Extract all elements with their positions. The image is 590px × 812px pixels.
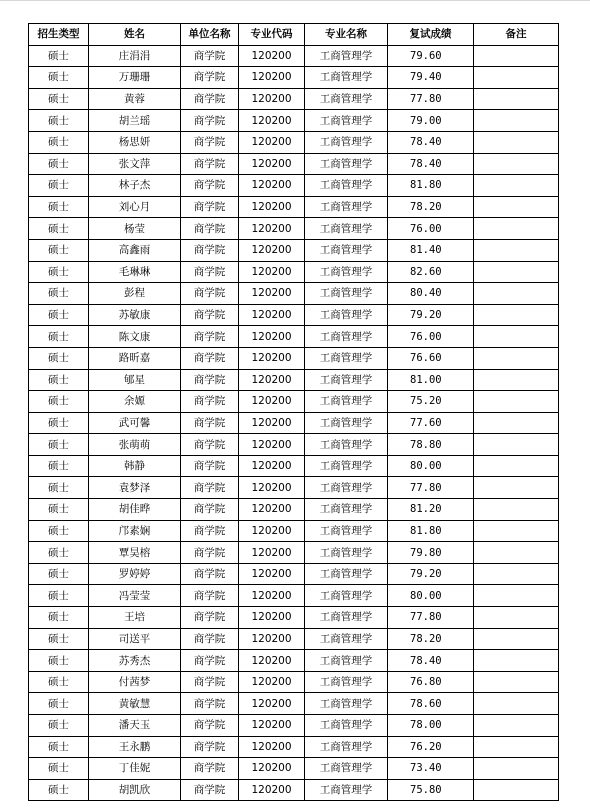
table-row [29, 131, 559, 153]
cell-unit: 商学院 [181, 434, 239, 456]
cell-note [474, 477, 559, 499]
cell-name: 苏敏康 [89, 304, 181, 326]
table-row [29, 391, 559, 413]
cell-enrollment-type: 硕士 [29, 283, 89, 305]
cell-retest-score: 78.40 [388, 153, 474, 175]
cell-major-name: 工商管理学 [305, 131, 388, 153]
cell-note [474, 347, 559, 369]
cell-name: 潘天玉 [89, 715, 181, 737]
table-row [29, 45, 559, 67]
cell-major-name: 工商管理学 [305, 758, 388, 780]
cell-retest-score: 82.60 [388, 261, 474, 283]
cell-major-name: 工商管理学 [305, 671, 388, 693]
cell-note [474, 434, 559, 456]
table-row [29, 347, 559, 369]
cell-major-code: 120200 [239, 585, 305, 607]
table-row [29, 542, 559, 564]
cell-major-code: 120200 [239, 283, 305, 305]
table-row [29, 671, 559, 693]
cell-name: 路昕嘉 [89, 347, 181, 369]
cell-unit: 商学院 [181, 542, 239, 564]
table-row [29, 607, 559, 629]
cell-enrollment-type: 硕士 [29, 736, 89, 758]
table-row [29, 110, 559, 132]
cell-major-name: 工商管理学 [305, 455, 388, 477]
cell-enrollment-type: 硕士 [29, 758, 89, 780]
table-row [29, 499, 559, 521]
cell-unit: 商学院 [181, 88, 239, 110]
table-row [29, 477, 559, 499]
cell-note [474, 499, 559, 521]
cell-enrollment-type: 硕士 [29, 520, 89, 542]
cell-note [474, 239, 559, 261]
cell-major-name: 工商管理学 [305, 412, 388, 434]
cell-major-name: 工商管理学 [305, 563, 388, 585]
table-row [29, 218, 559, 240]
cell-major-code: 120200 [239, 499, 305, 521]
cell-note [474, 67, 559, 89]
cell-unit: 商学院 [181, 304, 239, 326]
cell-note [474, 110, 559, 132]
cell-major-name: 工商管理学 [305, 542, 388, 564]
cell-name: 黄蓉 [89, 88, 181, 110]
table-row [29, 520, 559, 542]
cell-major-code: 120200 [239, 88, 305, 110]
cell-unit: 商学院 [181, 218, 239, 240]
header-unit: 单位名称 [181, 24, 239, 46]
cell-note [474, 218, 559, 240]
cell-note [474, 585, 559, 607]
cell-unit: 商学院 [181, 196, 239, 218]
cell-enrollment-type: 硕士 [29, 671, 89, 693]
table-row [29, 758, 559, 780]
cell-retest-score: 79.20 [388, 563, 474, 585]
cell-unit: 商学院 [181, 347, 239, 369]
cell-major-name: 工商管理学 [305, 391, 388, 413]
cell-name: 韩静 [89, 455, 181, 477]
cell-name: 袁梦泽 [89, 477, 181, 499]
cell-major-code: 120200 [239, 326, 305, 348]
cell-name: 张萌萌 [89, 434, 181, 456]
cell-major-code: 120200 [239, 434, 305, 456]
cell-major-code: 120200 [239, 412, 305, 434]
cell-unit: 商学院 [181, 477, 239, 499]
cell-unit: 商学院 [181, 693, 239, 715]
table-row [29, 304, 559, 326]
cell-major-name: 工商管理学 [305, 67, 388, 89]
cell-retest-score: 81.00 [388, 369, 474, 391]
cell-retest-score: 77.80 [388, 477, 474, 499]
table-row [29, 88, 559, 110]
cell-name: 余嫄 [89, 391, 181, 413]
cell-retest-score: 80.00 [388, 455, 474, 477]
table-row [29, 67, 559, 89]
cell-unit: 商学院 [181, 779, 239, 801]
cell-note [474, 455, 559, 477]
cell-name: 王永鹏 [89, 736, 181, 758]
cell-enrollment-type: 硕士 [29, 477, 89, 499]
cell-retest-score: 77.80 [388, 88, 474, 110]
cell-note [474, 153, 559, 175]
cell-retest-score: 78.00 [388, 715, 474, 737]
table-row [29, 693, 559, 715]
cell-unit: 商学院 [181, 520, 239, 542]
cell-retest-score: 78.60 [388, 693, 474, 715]
cell-name: 罗婷婷 [89, 563, 181, 585]
cell-enrollment-type: 硕士 [29, 153, 89, 175]
cell-major-name: 工商管理学 [305, 628, 388, 650]
cell-name: 黄敏慧 [89, 693, 181, 715]
cell-name: 司送平 [89, 628, 181, 650]
table-row [29, 715, 559, 737]
cell-major-code: 120200 [239, 563, 305, 585]
cell-major-code: 120200 [239, 304, 305, 326]
cell-retest-score: 79.60 [388, 45, 474, 67]
header-major-name: 专业名称 [305, 24, 388, 46]
cell-major-code: 120200 [239, 153, 305, 175]
cell-retest-score: 78.20 [388, 196, 474, 218]
cell-note [474, 542, 559, 564]
cell-unit: 商学院 [181, 67, 239, 89]
header-retest-score: 复试成绩 [388, 24, 474, 46]
cell-unit: 商学院 [181, 455, 239, 477]
cell-name: 武可馨 [89, 412, 181, 434]
cell-major-name: 工商管理学 [305, 153, 388, 175]
cell-major-code: 120200 [239, 261, 305, 283]
cell-name: 王培 [89, 607, 181, 629]
cell-enrollment-type: 硕士 [29, 175, 89, 197]
cell-note [474, 175, 559, 197]
cell-unit: 商学院 [181, 175, 239, 197]
cell-major-name: 工商管理学 [305, 585, 388, 607]
cell-unit: 商学院 [181, 563, 239, 585]
cell-major-code: 120200 [239, 736, 305, 758]
cell-note [474, 650, 559, 672]
cell-note [474, 715, 559, 737]
cell-retest-score: 78.80 [388, 434, 474, 456]
cell-note [474, 693, 559, 715]
cell-major-name: 工商管理学 [305, 736, 388, 758]
cell-major-code: 120200 [239, 607, 305, 629]
cell-major-name: 工商管理学 [305, 239, 388, 261]
cell-note [474, 779, 559, 801]
cell-retest-score: 75.20 [388, 391, 474, 413]
header-note: 备注 [474, 24, 559, 46]
cell-name: 林子杰 [89, 175, 181, 197]
cell-name: 邝素娴 [89, 520, 181, 542]
cell-major-code: 120200 [239, 693, 305, 715]
cell-name: 陈文康 [89, 326, 181, 348]
cell-name: 胡佳晔 [89, 499, 181, 521]
cell-enrollment-type: 硕士 [29, 693, 89, 715]
cell-retest-score: 81.80 [388, 520, 474, 542]
table-row [29, 326, 559, 348]
table-row [29, 563, 559, 585]
table-row [29, 455, 559, 477]
cell-major-code: 120200 [239, 715, 305, 737]
cell-retest-score: 79.20 [388, 304, 474, 326]
cell-unit: 商学院 [181, 412, 239, 434]
cell-name: 胡兰瑶 [89, 110, 181, 132]
cell-unit: 商学院 [181, 628, 239, 650]
cell-enrollment-type: 硕士 [29, 499, 89, 521]
cell-retest-score: 76.60 [388, 347, 474, 369]
cell-major-name: 工商管理学 [305, 88, 388, 110]
table-row [29, 412, 559, 434]
cell-enrollment-type: 硕士 [29, 715, 89, 737]
cell-retest-score: 80.00 [388, 585, 474, 607]
cell-retest-score: 79.00 [388, 110, 474, 132]
table-row [29, 736, 559, 758]
cell-major-name: 工商管理学 [305, 477, 388, 499]
table-row [29, 153, 559, 175]
cell-enrollment-type: 硕士 [29, 110, 89, 132]
page-top-edge [0, 0, 590, 1]
cell-major-name: 工商管理学 [305, 218, 388, 240]
cell-note [474, 671, 559, 693]
cell-note [474, 88, 559, 110]
cell-retest-score: 73.40 [388, 758, 474, 780]
cell-major-code: 120200 [239, 455, 305, 477]
cell-unit: 商学院 [181, 326, 239, 348]
cell-major-name: 工商管理学 [305, 369, 388, 391]
cell-unit: 商学院 [181, 391, 239, 413]
cell-major-name: 工商管理学 [305, 45, 388, 67]
cell-name: 张文萍 [89, 153, 181, 175]
cell-retest-score: 80.40 [388, 283, 474, 305]
cell-name: 丁佳妮 [89, 758, 181, 780]
cell-enrollment-type: 硕士 [29, 67, 89, 89]
cell-major-name: 工商管理学 [305, 261, 388, 283]
cell-name: 冯莹莹 [89, 585, 181, 607]
cell-major-code: 120200 [239, 477, 305, 499]
cell-note [474, 607, 559, 629]
cell-unit: 商学院 [181, 283, 239, 305]
table-row [29, 434, 559, 456]
cell-enrollment-type: 硕士 [29, 304, 89, 326]
cell-enrollment-type: 硕士 [29, 131, 89, 153]
cell-name: 苏秀杰 [89, 650, 181, 672]
cell-retest-score: 77.80 [388, 607, 474, 629]
cell-major-code: 120200 [239, 369, 305, 391]
cell-major-code: 120200 [239, 671, 305, 693]
cell-retest-score: 81.80 [388, 175, 474, 197]
table-row [29, 650, 559, 672]
cell-retest-score: 76.00 [388, 326, 474, 348]
cell-major-name: 工商管理学 [305, 196, 388, 218]
cell-unit: 商学院 [181, 131, 239, 153]
cell-major-code: 120200 [239, 131, 305, 153]
cell-unit: 商学院 [181, 261, 239, 283]
cell-major-code: 120200 [239, 239, 305, 261]
cell-enrollment-type: 硕士 [29, 347, 89, 369]
cell-major-code: 120200 [239, 218, 305, 240]
cell-retest-score: 78.20 [388, 628, 474, 650]
cell-note [474, 758, 559, 780]
cell-note [474, 369, 559, 391]
cell-retest-score: 78.40 [388, 650, 474, 672]
cell-enrollment-type: 硕士 [29, 239, 89, 261]
cell-note [474, 261, 559, 283]
table-row [29, 175, 559, 197]
cell-major-code: 120200 [239, 67, 305, 89]
table-row [29, 239, 559, 261]
cell-unit: 商学院 [181, 45, 239, 67]
table-row [29, 585, 559, 607]
cell-name: 郇星 [89, 369, 181, 391]
cell-major-name: 工商管理学 [305, 779, 388, 801]
cell-major-name: 工商管理学 [305, 175, 388, 197]
score-sheet [28, 23, 558, 801]
header-major-code: 专业代码 [239, 24, 305, 46]
cell-major-name: 工商管理学 [305, 499, 388, 521]
cell-enrollment-type: 硕士 [29, 391, 89, 413]
cell-unit: 商学院 [181, 239, 239, 261]
cell-unit: 商学院 [181, 585, 239, 607]
cell-major-code: 120200 [239, 628, 305, 650]
cell-enrollment-type: 硕士 [29, 563, 89, 585]
cell-retest-score: 77.60 [388, 412, 474, 434]
cell-name: 万珊珊 [89, 67, 181, 89]
cell-retest-score: 78.40 [388, 131, 474, 153]
cell-retest-score: 76.20 [388, 736, 474, 758]
cell-enrollment-type: 硕士 [29, 412, 89, 434]
cell-retest-score: 79.40 [388, 67, 474, 89]
cell-major-name: 工商管理学 [305, 715, 388, 737]
cell-major-code: 120200 [239, 650, 305, 672]
cell-name: 高鑫雨 [89, 239, 181, 261]
cell-enrollment-type: 硕士 [29, 434, 89, 456]
cell-retest-score: 76.80 [388, 671, 474, 693]
cell-major-name: 工商管理学 [305, 520, 388, 542]
cell-major-name: 工商管理学 [305, 434, 388, 456]
cell-note [474, 326, 559, 348]
header-name: 姓名 [89, 24, 181, 46]
cell-major-name: 工商管理学 [305, 326, 388, 348]
cell-name: 杨莹 [89, 218, 181, 240]
cell-major-code: 120200 [239, 110, 305, 132]
cell-major-code: 120200 [239, 779, 305, 801]
cell-note [474, 391, 559, 413]
cell-major-code: 120200 [239, 520, 305, 542]
cell-major-name: 工商管理学 [305, 110, 388, 132]
cell-major-code: 120200 [239, 347, 305, 369]
cell-major-code: 120200 [239, 391, 305, 413]
cell-retest-score: 79.80 [388, 542, 474, 564]
cell-note [474, 628, 559, 650]
cell-note [474, 304, 559, 326]
cell-unit: 商学院 [181, 110, 239, 132]
cell-enrollment-type: 硕士 [29, 607, 89, 629]
cell-unit: 商学院 [181, 736, 239, 758]
cell-major-code: 120200 [239, 175, 305, 197]
cell-name: 付茜梦 [89, 671, 181, 693]
cell-enrollment-type: 硕士 [29, 218, 89, 240]
cell-major-name: 工商管理学 [305, 693, 388, 715]
cell-name: 彭程 [89, 283, 181, 305]
cell-name: 庄涓涓 [89, 45, 181, 67]
cell-enrollment-type: 硕士 [29, 45, 89, 67]
cell-enrollment-type: 硕士 [29, 650, 89, 672]
cell-major-name: 工商管理学 [305, 347, 388, 369]
cell-note [474, 283, 559, 305]
cell-unit: 商学院 [181, 758, 239, 780]
cell-name: 胡凯欣 [89, 779, 181, 801]
cell-note [474, 563, 559, 585]
cell-major-name: 工商管理学 [305, 283, 388, 305]
cell-enrollment-type: 硕士 [29, 326, 89, 348]
table-row [29, 283, 559, 305]
cell-major-code: 120200 [239, 45, 305, 67]
cell-unit: 商学院 [181, 369, 239, 391]
cell-retest-score: 75.80 [388, 779, 474, 801]
cell-unit: 商学院 [181, 715, 239, 737]
cell-unit: 商学院 [181, 650, 239, 672]
cell-unit: 商学院 [181, 607, 239, 629]
cell-major-code: 120200 [239, 758, 305, 780]
cell-major-name: 工商管理学 [305, 607, 388, 629]
cell-name: 覃昊榕 [89, 542, 181, 564]
cell-retest-score: 76.00 [388, 218, 474, 240]
cell-note [474, 45, 559, 67]
cell-enrollment-type: 硕士 [29, 779, 89, 801]
admission-score-table [28, 23, 559, 801]
cell-major-code: 120200 [239, 542, 305, 564]
cell-name: 杨思妍 [89, 131, 181, 153]
table-row [29, 261, 559, 283]
header-row [29, 24, 559, 46]
cell-name: 刘心月 [89, 196, 181, 218]
table-row [29, 196, 559, 218]
cell-unit: 商学院 [181, 499, 239, 521]
cell-retest-score: 81.40 [388, 239, 474, 261]
cell-note [474, 520, 559, 542]
table-row [29, 369, 559, 391]
cell-enrollment-type: 硕士 [29, 542, 89, 564]
cell-note [474, 736, 559, 758]
table-row [29, 779, 559, 801]
cell-retest-score: 81.20 [388, 499, 474, 521]
table-body [29, 45, 559, 801]
cell-note [474, 196, 559, 218]
cell-enrollment-type: 硕士 [29, 585, 89, 607]
cell-major-name: 工商管理学 [305, 304, 388, 326]
cell-major-name: 工商管理学 [305, 650, 388, 672]
cell-unit: 商学院 [181, 671, 239, 693]
table-row [29, 628, 559, 650]
cell-major-code: 120200 [239, 196, 305, 218]
cell-note [474, 412, 559, 434]
cell-enrollment-type: 硕士 [29, 88, 89, 110]
cell-name: 毛琳琳 [89, 261, 181, 283]
cell-enrollment-type: 硕士 [29, 628, 89, 650]
cell-enrollment-type: 硕士 [29, 455, 89, 477]
cell-note [474, 131, 559, 153]
header-enrollment-type: 招生类型 [29, 24, 89, 46]
cell-unit: 商学院 [181, 153, 239, 175]
cell-enrollment-type: 硕士 [29, 261, 89, 283]
cell-enrollment-type: 硕士 [29, 369, 89, 391]
cell-enrollment-type: 硕士 [29, 196, 89, 218]
